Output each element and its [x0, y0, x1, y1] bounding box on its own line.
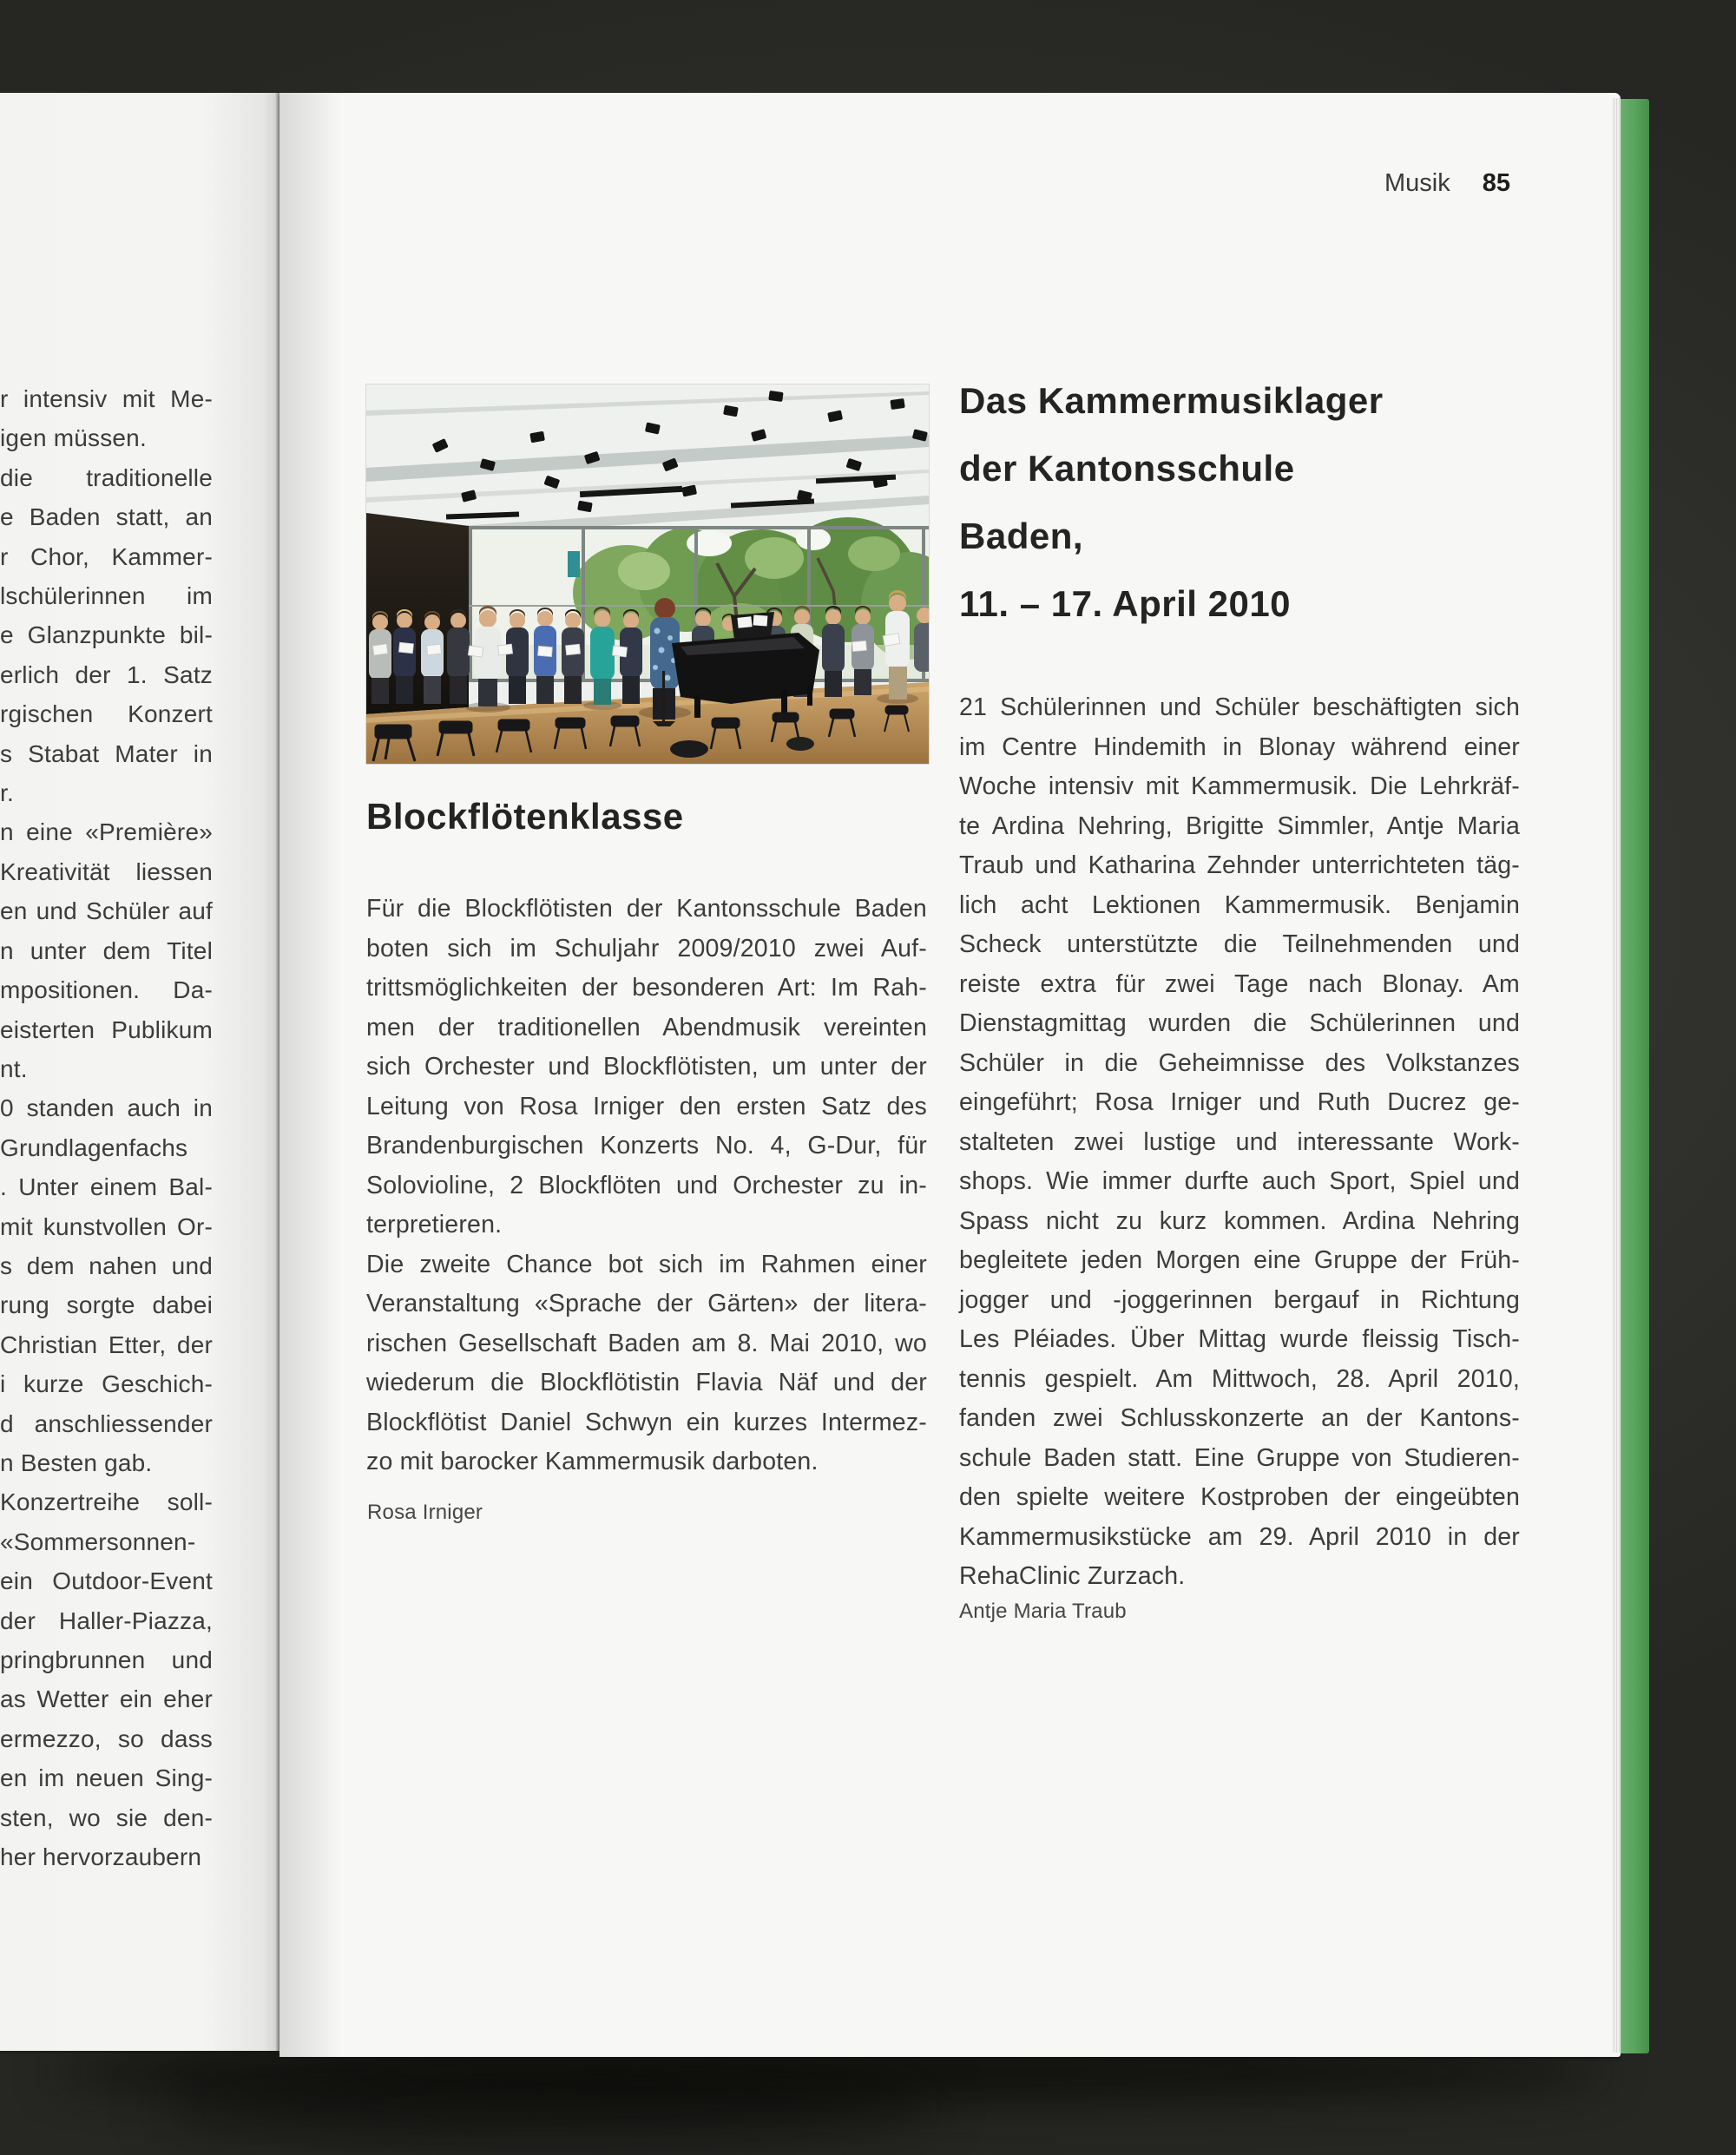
text-line: shops. Wie immer durfte auch Sport, Spiel und [959, 1167, 1520, 1195]
text-line: Woche intensiv mit Kammermusik. Die Lehrkräf- [959, 772, 1520, 800]
text-line: Die zweite Chance bot sich im Rahmen einer [366, 1250, 927, 1278]
article-body-kammermusiklager [959, 688, 1520, 1597]
text-line: erlich der 1. Satz [0, 660, 213, 688]
text-line: Scheck unterstützte die Teilnehmenden und [959, 930, 1520, 958]
text-line: . Unter einem Bal- [0, 1173, 213, 1201]
text-line: pringbrunnen und [0, 1646, 213, 1673]
green-fore-edge [1621, 99, 1649, 2053]
text-line: trittsmöglichkeiten der besonderen Art: Im Rah- [366, 974, 927, 1002]
text-line: tennis gespielt. Am Mittwoch, 28. April 2010, [959, 1364, 1520, 1393]
section-label: Musik [1384, 169, 1450, 197]
text-line: rgischen Konzert [0, 700, 213, 728]
text-line: sten, wo sie den- [0, 1803, 213, 1831]
title-line: der Kantonsschule [959, 448, 1295, 489]
text-line: «Sommersonnen- [0, 1528, 196, 1555]
text-line: nt. [0, 1055, 28, 1082]
text-line: Brandenburgischen Konzerts No. 4, G-Dur, für [366, 1132, 927, 1160]
text-line: en im neuen Sing- [0, 1764, 213, 1792]
page-stack-edge [1612, 98, 1621, 2053]
text-line: e Glanzpunkte bil- [0, 621, 213, 649]
text-line: terpretieren. [366, 1211, 503, 1238]
text-line: Spass nicht zu kurz kommen. Ardina Nehring [959, 1206, 1520, 1235]
text-line: ermezzo, so dass [0, 1725, 213, 1752]
text-line: zo mit barocker Kammermusik darboten. [366, 1448, 819, 1475]
text-line: en und Schüler auf [0, 897, 213, 925]
text-line: lich acht Lektionen Kammermusik. Benjamin [959, 890, 1520, 919]
page-header [1384, 169, 1510, 198]
text-line: her hervorzaubern [0, 1843, 202, 1871]
text-line: d anschliessender [0, 1409, 213, 1437]
text-line: mit kunstvollen Or- [0, 1212, 213, 1240]
left-book-page [0, 93, 279, 2051]
text-line: Für die Blockflötisten der Kantonsschule Baden [366, 895, 927, 923]
title-line: 11. – 17. April 2010 [959, 583, 1292, 624]
article-photo [366, 384, 929, 764]
byline-antje-maria-traub: Antje Maria Traub [959, 1600, 1127, 1623]
text-line: die traditionelle [0, 463, 213, 491]
text-line: s dem nahen und [0, 1252, 213, 1279]
text-line: lschülerinnen im [0, 582, 213, 610]
text-line: Dienstagmittag wurden die Schülerinnen und [959, 1009, 1520, 1037]
text-line: Veranstaltung «Sprache der Gärten» der litera- [366, 1290, 927, 1317]
left-page-text-column [0, 379, 213, 1876]
text-line: boten sich im Schuljahr 2009/2010 zwei Auf- [366, 934, 927, 963]
choir-rehearsal-illustration [366, 384, 929, 764]
article-title-kammermusiklager [959, 367, 1532, 638]
article-body-blockfloetenklasse [366, 890, 927, 1482]
text-line: 0 standen auch in [0, 1094, 213, 1122]
text-line: n eine «Première» [0, 818, 213, 846]
text-line: r Chor, Kammer- [0, 542, 213, 570]
text-line: Les Pléiades. Über Mittag wurde fleissig Tisch- [959, 1325, 1520, 1353]
text-line: Leitung von Rosa Irniger den ersten Satz des [366, 1092, 927, 1120]
byline-rosa-irniger: Rosa Irniger [367, 1501, 483, 1524]
text-line: as Wetter ein eher [0, 1685, 213, 1713]
text-line: Konzertreihe soll- [0, 1488, 213, 1516]
text-line: der Haller-Piazza, [0, 1606, 213, 1634]
text-line: Solovioline, 2 Blockflöten und Orchester zu in- [366, 1171, 927, 1199]
text-line: r. [0, 779, 14, 807]
text-line: n Besten gab. [0, 1449, 153, 1476]
text-line: eisterten Publikum [0, 1015, 213, 1043]
text-line: s Stabat Mater in [0, 739, 213, 767]
text-line: Traub und Katharina Zehnder unterrichteten täg- [959, 851, 1520, 879]
text-line: ein Outdoor-Event [0, 1567, 213, 1595]
text-line: sich Orchester und Blockflötisten, um unter der [366, 1053, 927, 1081]
text-line: eingeführt; Rosa Irniger und Ruth Ducrez ge- [959, 1088, 1520, 1116]
text-line: rischen Gesellschaft Baden am 8. Mai 2010, wo [366, 1329, 927, 1357]
text-line: 21 Schülerinnen und Schüler beschäftigten sich [959, 693, 1520, 721]
article-title-blockfloetenklasse: Blockflötenklasse [366, 796, 684, 837]
page-number: 85 [1482, 169, 1510, 197]
text-line: Kreativität liessen [0, 857, 213, 885]
book-cast-shadow-soft [156, 2066, 937, 2144]
text-line: n unter dem Titel [0, 936, 213, 964]
text-line: i kurze Geschich- [0, 1370, 213, 1398]
text-line: r intensiv mit Me- [0, 385, 213, 412]
text-line: RehaClinic Zurzach. [959, 1562, 1186, 1590]
text-line: e Baden statt, an [0, 503, 213, 531]
title-line: Baden, [959, 516, 1084, 556]
text-line: Blockflötist Daniel Schwyn ein kurzes Intermez- [366, 1408, 927, 1436]
text-line: rung sorgte dabei [0, 1291, 213, 1319]
text-line: te Ardina Nehring, Brigitte Simmler, Antje Maria [959, 811, 1520, 840]
text-line: den spielte weitere Kostproben der eingeübten [959, 1483, 1520, 1511]
text-line: Grundlagenfachs [0, 1133, 188, 1161]
text-line: Christian Etter, der [0, 1330, 213, 1358]
text-line: Schüler in die Geheimnisse des Volkstanzes [959, 1048, 1520, 1077]
text-line: mpositionen. Da- [0, 976, 213, 1004]
text-line: schule Baden statt. Eine Gruppe von Studieren- [959, 1443, 1520, 1472]
right-book-page [279, 93, 1621, 2057]
text-line: igen müssen. [0, 424, 147, 452]
text-line: reiste extra für zwei Tage nach Blonay. Am [959, 969, 1520, 998]
text-line: men der traditionellen Abendmusik vereinten [366, 1013, 927, 1041]
title-line: Das Kammermusiklager [959, 380, 1384, 421]
text-line: fanden zwei Schlusskonzerte an der Kantons- [959, 1404, 1520, 1432]
text-line: im Centre Hindemith in Blonay während einer [959, 733, 1520, 761]
text-line: begleitete jeden Morgen eine Gruppe der Früh- [959, 1246, 1520, 1274]
text-line: Kammermusikstücke am 29. April 2010 in der [959, 1522, 1520, 1551]
text-line: wiederum die Blockflötistin Flavia Näf und der [366, 1369, 927, 1396]
text-line: stalteten zwei lustige und interessante Work- [959, 1127, 1520, 1156]
text-line: jogger und -joggerinnen bergauf in Richtung [959, 1285, 1520, 1314]
